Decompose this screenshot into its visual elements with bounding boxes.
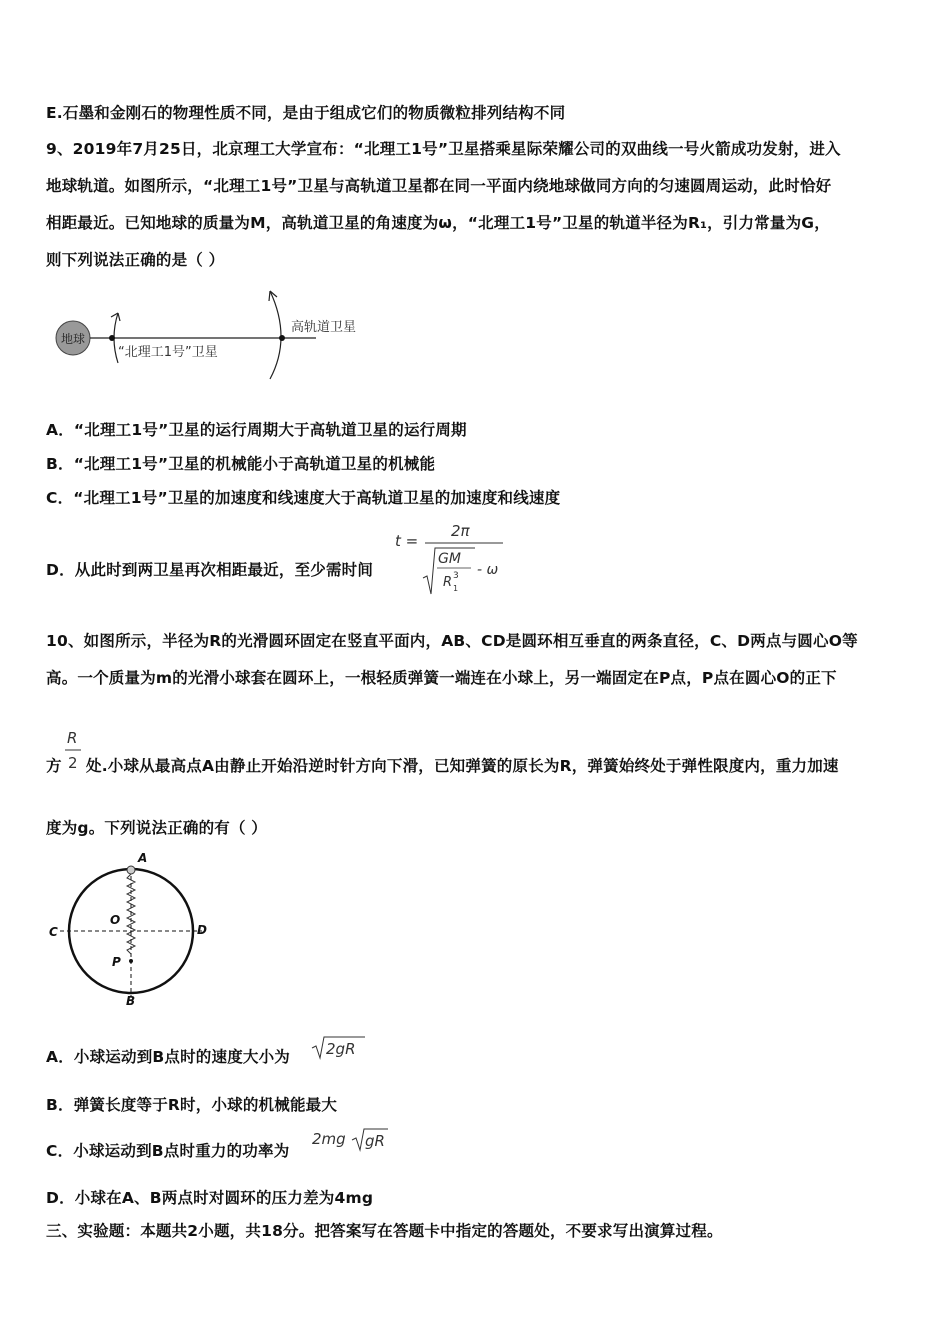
q9-line-4: 则下列说法正确的是（ ） — [46, 251, 225, 269]
label-p: P — [112, 955, 121, 969]
label-o: O — [110, 913, 121, 927]
label-c: C — [49, 925, 58, 939]
q9-orbit-figure — [48, 283, 388, 385]
label-b: B — [126, 994, 136, 1008]
q9-option-d: D．从此时到两卫星再次相距最近，至少需时间 — [46, 561, 374, 579]
label-a: A — [138, 851, 148, 865]
sat1-dot — [109, 335, 115, 341]
inner-denominator: R — [443, 575, 453, 590]
fraction-num: R — [67, 729, 78, 747]
q10-line-1: 10、如图所示，半径为R的光滑圆环固定在竖直平面内，AB、CD是圆环相互垂直的两条直径，C、D两点与圆心O等 — [46, 632, 858, 650]
q10-line-3-pre: 方 — [46, 757, 62, 775]
q9-option-a: A．“北理工1号”卫星的运行周期大于高轨道卫星的运行周期 — [46, 421, 467, 439]
label-d: D — [197, 923, 207, 937]
prev-option-e: E.石墨和金刚石的物理性质不同，是由于组成它们的物质微粒排列结构不同 — [46, 104, 566, 122]
q9-line-2: 地球轨道。如图所示，“北理工1号”卫星与高轨道卫星都在同一平面内绕地球做同方向的匀速圆周运动，此时恰好 — [46, 177, 832, 195]
inner-orbit-arrow-icon — [111, 313, 120, 321]
formula-lhs: t = — [395, 532, 419, 550]
q10-line-4: 度为g。下列说法正确的有（ ） — [46, 819, 267, 837]
inner-exponent: 3 — [453, 571, 459, 581]
q10-option-b: B．弹簧长度等于R时，小球的机械能最大 — [46, 1096, 338, 1114]
outer-orbit-arc — [270, 291, 281, 379]
section-3-heading: 三、实验题：本题共2小题，共18分。把答案写在答题卡中指定的答题处，不要求写出演算过程。 — [46, 1222, 723, 1240]
formula-gr: gR — [365, 1132, 385, 1150]
q10-line-2: 高。一个质量为m的光滑小球套在圆环上，一根轻质弹簧一端连在小球上，另一端固定在P点，P点在圆心O的正下 — [46, 669, 837, 687]
formula-numerator: 2π — [451, 522, 470, 540]
minus-omega: - ω — [477, 562, 499, 578]
sat2-dot — [279, 335, 285, 341]
q9-line-3: 相距最近。已知地球的质量为M，高轨道卫星的角速度为ω，“北理工1号”卫星的轨道半径为R₁，引力常量为G， — [46, 214, 830, 232]
q9-line-1: 9、2019年7月25日，北京理工大学宣布：“北理工1号”卫星搭乘星际荣耀公司的双曲线一号火箭成功发射，进入 — [46, 140, 841, 158]
q10-option-c: C．小球运动到B点时重力的功率为 — [46, 1142, 290, 1160]
inner-subscript: 1 — [453, 584, 459, 593]
fraction-den: 2 — [68, 754, 78, 772]
q10-option-d: D．小球在A、B两点时对圆环的压力差为4mg — [46, 1189, 374, 1207]
formula-2gr: 2gR — [326, 1040, 356, 1058]
q9-d-formula — [393, 518, 513, 600]
sat2-label: 高轨道卫星 — [291, 320, 357, 335]
q10-c-formula — [310, 1126, 390, 1154]
ball — [127, 866, 135, 874]
q10-fraction — [62, 726, 84, 776]
inner-numerator: GM — [438, 551, 461, 567]
formula-2mg: 2mg — [312, 1130, 346, 1148]
q10-line-3-post: 处.小球从最高点A由静止开始沿逆时针方向下滑，已知弹簧的原长为R，弹簧始终处于弹性限度内，重力加速 — [86, 757, 839, 775]
q10-option-a: A．小球运动到B点时的速度大小为 — [46, 1048, 291, 1066]
q10-a-formula — [310, 1034, 370, 1062]
q10-ring-figure — [46, 848, 216, 1008]
sat1-label: “北理工1号”卫星 — [118, 345, 218, 360]
point-p — [129, 959, 133, 963]
q9-option-b: B．“北理工1号”卫星的机械能小于高轨道卫星的机械能 — [46, 455, 436, 473]
q9-option-c: C．“北理工1号”卫星的加速度和线速度大于高轨道卫星的加速度和线速度 — [46, 489, 561, 507]
earth-label: 地球 — [60, 332, 86, 346]
